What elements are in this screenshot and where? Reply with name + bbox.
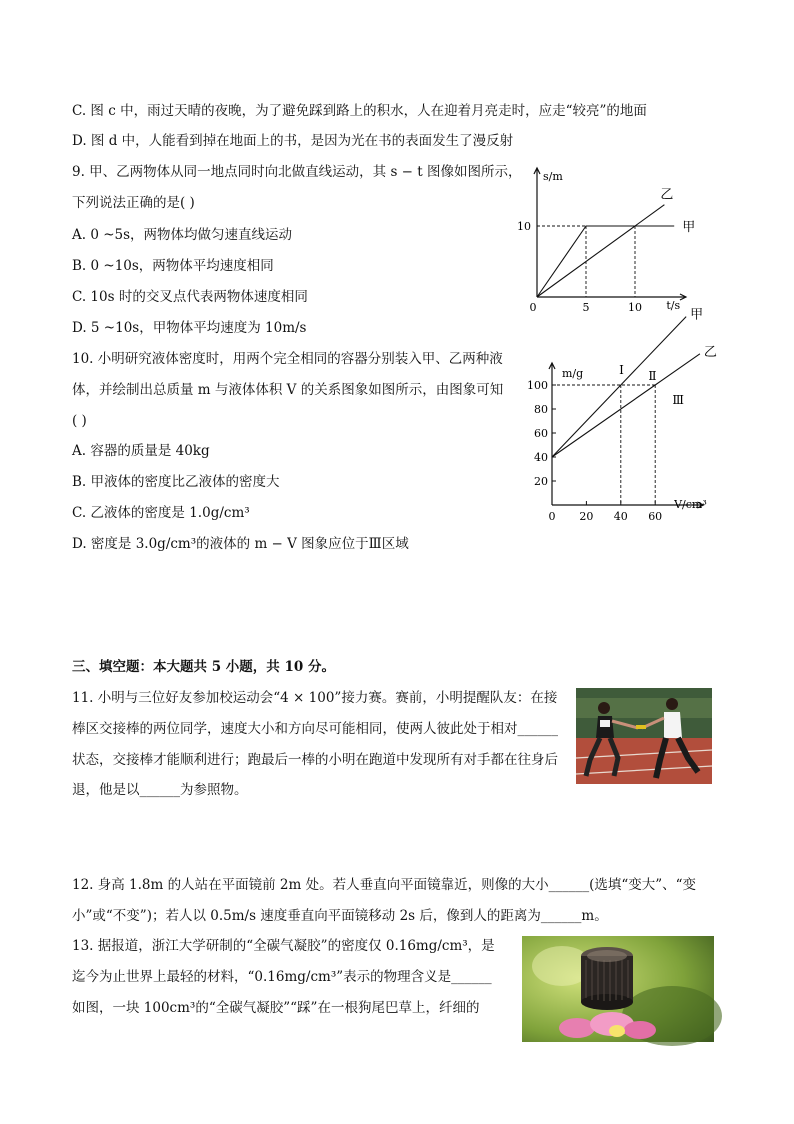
q10-stem-line3: ( ) xyxy=(72,413,87,429)
q9-stem-line1: 9. 甲、乙两物体从同一地点同时向北做直线运动，其 s − t 图像如图所示， xyxy=(72,164,522,180)
relay-race-photo xyxy=(576,688,712,784)
q9-stem-line2: 下列说法正确的是( ) xyxy=(72,195,195,211)
q12-line1: 12. 身高 1.8m 的人站在平面镜前 2m 处。若人垂直向平面镜靠近，则像的大小______(选填“变大”、“变 xyxy=(72,877,697,893)
q10-option-d: D. 密度是 3.0g/cm³的液体的 m − V 图象应位于Ⅲ区域 xyxy=(72,536,409,552)
series-label-yi: 乙 xyxy=(660,187,674,203)
mv-graph xyxy=(520,307,720,535)
q9-option-c: C. 10s 时的交叉点代表两物体速度相同 xyxy=(72,289,308,305)
x-tick-5: 5 xyxy=(582,301,590,314)
q10-option-a: A. 容器的质量是 40kg xyxy=(72,443,210,459)
x-tick-10: 10 xyxy=(628,301,642,314)
q11-line3: 状态，交接棒才能顺利进行；跑最后一棒的小明在跑道中发现所有对手都在往身后 xyxy=(72,752,558,768)
y-tick-60: 60 xyxy=(534,427,548,440)
q11-line1: 11. 小明与三位好友参加校运动会“4 × 100”接力赛。赛前，小明提醒队友：在接 xyxy=(72,690,558,706)
x-axis-label: V/cm³ xyxy=(674,498,707,511)
y-axis-label: m/g xyxy=(562,367,584,380)
q11-line4: 退，他是以______为参照物。 xyxy=(72,782,248,798)
q9-option-d: D. 5 ~10s，甲物体平均速度为 10m/s xyxy=(72,320,307,336)
series-label-jia: 甲 xyxy=(690,307,704,323)
y-tick-10: 10 xyxy=(517,220,531,233)
q10-stem-line1: 10. 小明研究液体密度时，用两个完全相同的容器分别装入甲、乙两种液 xyxy=(72,351,503,367)
q13-line2: 迄今为止世界上最轻的材料，“0.16mg/cm³”表示的物理含义是______ xyxy=(72,969,492,985)
y-tick-40: 40 xyxy=(534,451,548,464)
q10-stem-line2: 体，并绘制出总质量 m 与液体体积 V 的关系图象如图所示，由图象可知 xyxy=(72,382,504,398)
region-label-1: Ⅰ xyxy=(619,363,624,378)
q10-option-b: B. 甲液体的密度比乙液体的密度大 xyxy=(72,474,280,490)
region-label-3: Ⅲ xyxy=(672,393,684,408)
y-axis-label: s/m xyxy=(543,170,563,183)
x-tick-60: 60 xyxy=(648,510,663,523)
x-tick-0: 0 xyxy=(548,510,556,523)
x-axis-label: t/s xyxy=(666,299,681,312)
y-tick-80: 80 xyxy=(534,403,548,416)
x-tick-40: 40 xyxy=(613,510,628,523)
y-tick-20: 20 xyxy=(534,475,548,488)
aerogel-photo xyxy=(522,936,714,1042)
q9-option-a: A. 0 ~5s，两物体均做匀速直线运动 xyxy=(72,227,293,243)
series-line-jia xyxy=(537,226,674,297)
q11-line2: 棒区交接棒的两位同学，速度大小和方向尽可能相同，使两人彼此处于相对______ xyxy=(72,721,558,737)
q9-option-b: B. 0 ~10s，两物体平均速度相同 xyxy=(72,258,274,274)
q8-option-d: D. 图 d 中，人能看到掉在地面上的书，是因为光在书的表面发生了漫反射 xyxy=(72,133,514,149)
q13-line3: 如图，一块 100cm³的“全碳气凝胶”“踩”在一根狗尾巴草上，纤细的 xyxy=(72,1000,480,1016)
q13-line1: 13. 据报道，浙江大学研制的“全碳气凝胶”的密度仅 0.16mg/cm³，是 xyxy=(72,938,495,954)
q8-option-c: C. 图 c 中，雨过天晴的夜晚，为了避免踩到路上的积水，人在迎着月亮走时，应走“较亮”的地面 xyxy=(72,103,647,119)
st-graph xyxy=(505,160,720,320)
series-line-yi xyxy=(537,205,664,297)
x-tick-0: 0 xyxy=(529,301,537,314)
y-tick-100: 100 xyxy=(527,379,548,392)
series-label-yi: 乙 xyxy=(703,344,717,360)
series-line-jia xyxy=(552,317,686,457)
section3-heading: 三、填空题：本大题共 5 小题，共 10 分。 xyxy=(72,659,335,675)
q10-option-c: C. 乙液体的密度是 1.0g/cm³ xyxy=(72,505,250,521)
series-label-jia: 甲 xyxy=(682,220,696,235)
q12-line2: 小”或“不变”)；若人以 0.5m/s 速度垂直向平面镜移动 2s 后，像到人的距离为______m。 xyxy=(72,908,608,924)
x-tick-20: 20 xyxy=(579,510,594,523)
region-label-2: Ⅱ xyxy=(648,369,657,384)
